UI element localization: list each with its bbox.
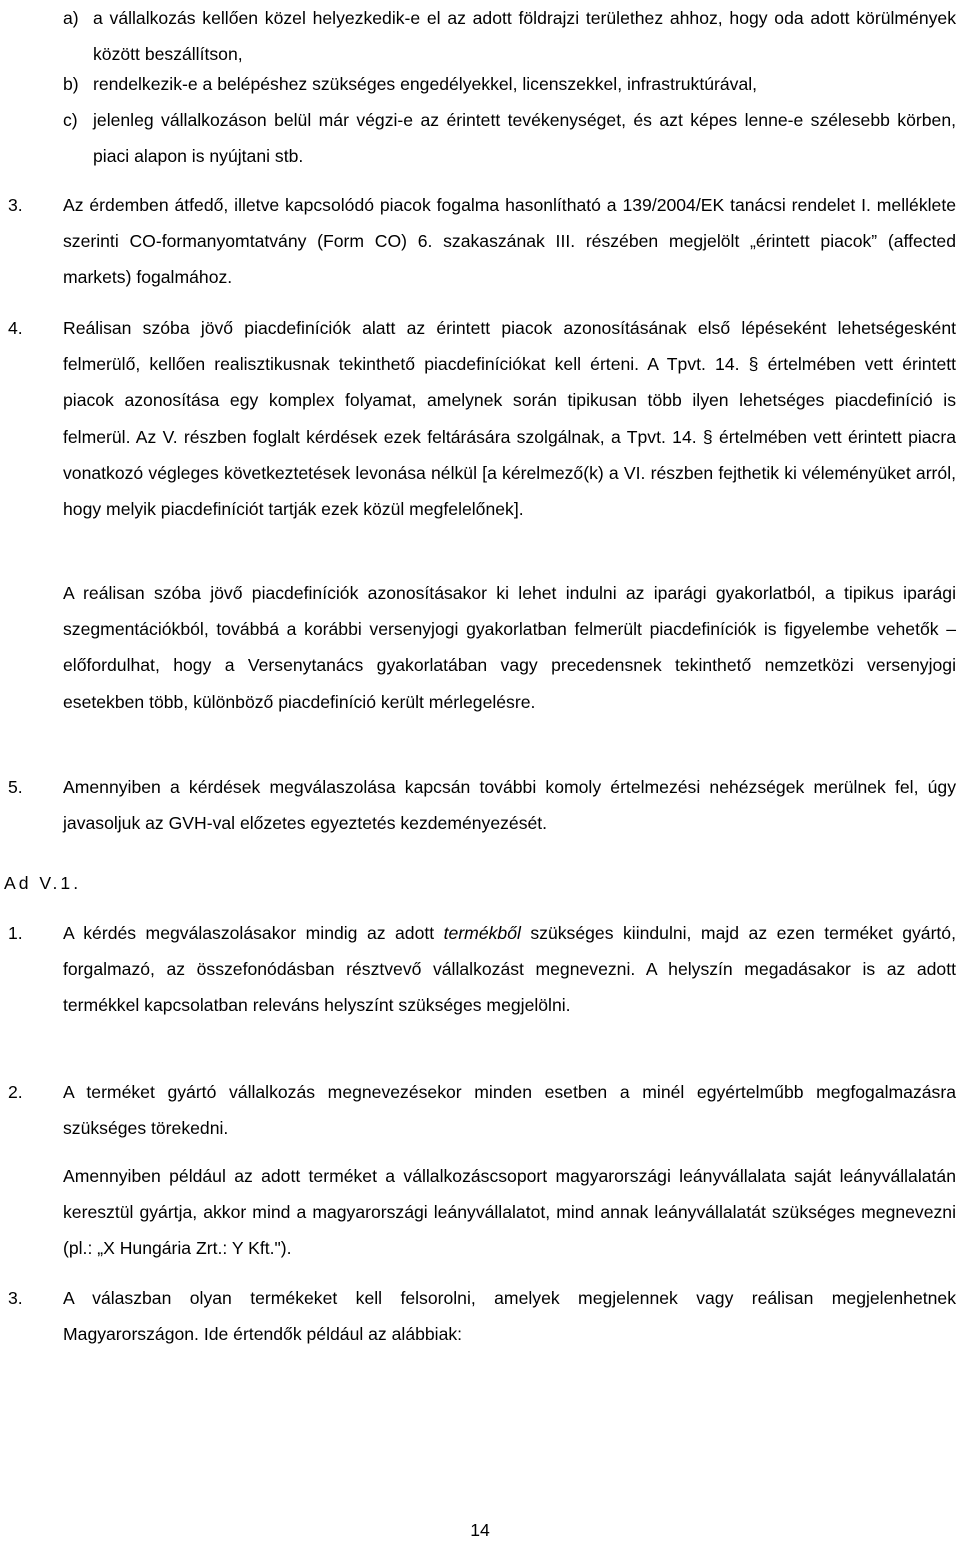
section-item-2 (8, 1074, 956, 1146)
section-item-2-paragraph-2 (63, 1158, 956, 1267)
numbered-item-3 (8, 187, 956, 296)
list-label-c: c) (63, 110, 78, 130)
section-item-3 (8, 1280, 956, 1352)
text-after-emphasis: szükséges kiindulni, majd az ezen terméket gyártó, forgalmazó, az összefonódásban résztvevő vállalkozást megnevezni. A helyszín megadásakor is az adott termékkel kapcsolatban releváns helyszínt szükséges megjelölni. (63, 923, 956, 1016)
list-item-b (63, 66, 956, 102)
text-before-emphasis: A kérdés megválaszolásakor mindig az adott (63, 923, 444, 943)
item-4-paragraph-2 (63, 575, 956, 720)
list-item-a (63, 0, 956, 72)
item-text: Az érdemben átfedő, illetve kapcsolódó piacok fogalma hasonlítható a 139/2004/EK tanácsi rendelet I. melléklete szerinti CO-formanyomtatvány (Form CO) 6. szakaszának III. részében megjelölt „érintett piacok” (affected markets) fogalmához. (63, 195, 956, 288)
item-text: Reálisan szóba jövő piacdefiníciók alatt az érintett piacok azonosításának első lépéseként lehetségesként felmerülő, kellően realisztikusnak tekinthető piacdefiníciókat kell érteni. A Tpvt. 14. § értelmében vett érintett piacok azonosítása egy komplex folyamat, amelynek során tipikusan több ilyen lehetséges piacdefiníció is felmerül. Az V. részben foglalt kérdések ezek feltárására szolgálnak, a Tpvt. 14. § értelmében vett érintett piacra vonatkozó végleges következtetések levonása nélkül [a kérelmező(k) a VI. részben fejthetik ki véleményüket arról, hogy melyik piacdefiníciót tartják ezek közül megfelelőnek]. (63, 318, 956, 520)
emphasized-word: termékből (443, 923, 521, 943)
list-text-c: jelenleg vállalkozáson belül már végzi-e az érintett tevékenységet, és azt képes lenne-e szélesebb körben, piaci alapon is nyújtani stb. (93, 110, 956, 167)
list-text-a: a vállalkozás kellően közel helyezkedik-e el az adott földrajzi területhez ahhoz, hogy oda adott körülmények között beszállítson, (93, 8, 956, 65)
item-number: 3. (8, 1288, 23, 1308)
section-heading: Ad V.1. (4, 873, 82, 893)
item-number: 4. (8, 318, 23, 338)
page-number: 14 (470, 1520, 490, 1540)
item-number: 5. (8, 777, 23, 797)
paragraph-text: A reálisan szóba jövő piacdefiníciók azonosításakor ki lehet indulni az iparági gyakorlatból, a tipikus iparági szegmentációkból, továbbá a korábbi versenyjogi gyakorlatban felmerült piacdefiníciók is figyelembe vehetők – előfordulhat, hogy a Versenytanács gyakorlatában vagy precedensnek tekinthető nemzetközi versenyjogi esetekben több, különböző piacdefiníció került mérlegelésre. (63, 583, 956, 712)
item-text: Amennyiben a kérdések megválaszolása kapcsán további komoly értelmezési nehézségek merülnek fel, úgy javasoljuk az GVH-val előzetes egyeztetés kezdeményezését. (63, 777, 956, 834)
numbered-item-5 (8, 769, 956, 841)
item-number: 2. (8, 1082, 23, 1102)
item-number: 3. (8, 195, 23, 215)
item-text: A válaszban olyan termékeket kell felsorolni, amelyek megjelennek vagy reálisan megjelenhetnek Magyarországon. Ide értendők például az alábbiak: (63, 1288, 956, 1345)
item-number: 1. (8, 923, 23, 943)
item-text: A terméket gyártó vállalkozás megnevezésekor minden esetben a minél egyértelműbb megfogalmazásra szükséges törekedni. (63, 1082, 956, 1139)
list-label-b: b) (63, 74, 79, 94)
numbered-item-4 (8, 310, 956, 527)
paragraph-text: Amennyiben például az adott terméket a vállalkozáscsoport magyarországi leányvállalata saját leányvállalatán keresztül gyártja, akkor mind a magyarországi leányvállalatot, mind annak leányvállalatát szükséges megnevezni (pl.: „X Hungária Zrt.: Y Kft."). (63, 1166, 956, 1259)
section-item-1 (8, 915, 956, 1024)
item-text (63, 915, 956, 1024)
list-label-a: a) (63, 8, 79, 28)
list-text-b: rendelkezik-e a belépéshez szükséges engedélyekkel, licenszekkel, infrastruktúrával, (93, 74, 758, 94)
list-item-c (63, 102, 956, 174)
